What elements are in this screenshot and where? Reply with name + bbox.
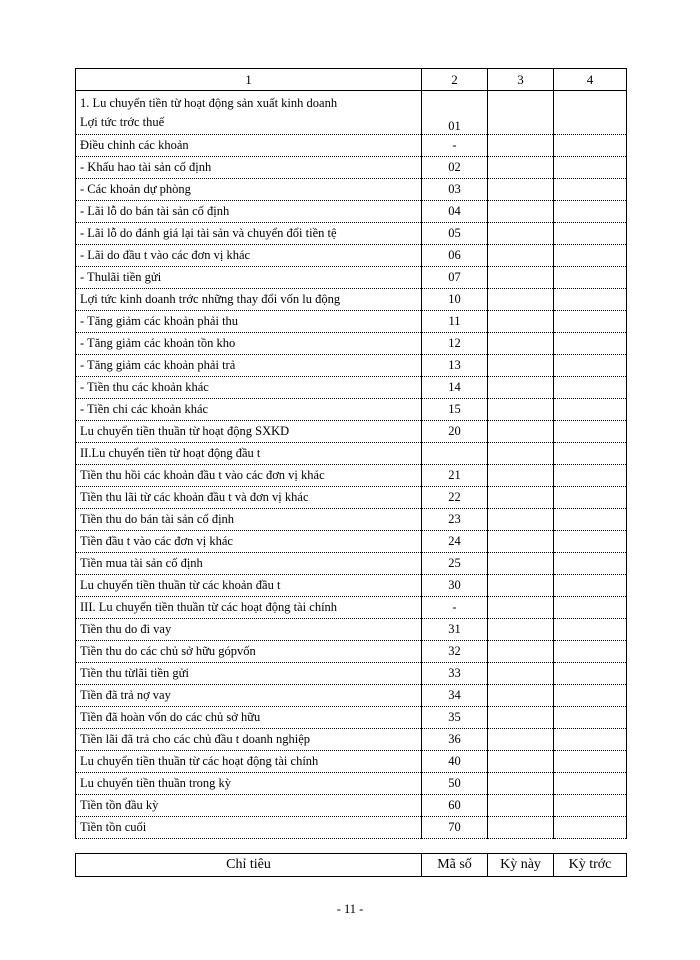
table-row <box>76 795 627 817</box>
row-code: 04 <box>422 201 488 223</box>
table-row <box>76 179 627 201</box>
row-code: 31 <box>422 619 488 641</box>
row-code: 12 <box>422 333 488 355</box>
row-current-period <box>488 135 554 157</box>
row-label: - Tiền chi các khoản khác <box>76 399 422 421</box>
row-current-period <box>488 245 554 267</box>
row-current-period <box>488 795 554 817</box>
table-row <box>76 289 627 311</box>
row-code: 30 <box>422 575 488 597</box>
page-number: - 11 - <box>336 902 364 916</box>
row-code: 06 <box>422 245 488 267</box>
row-current-period <box>488 157 554 179</box>
col-header-1: 1 <box>76 69 422 91</box>
row-current-period <box>488 465 554 487</box>
row-label: - Lãi lỗ do bán tài sản cố định <box>76 201 422 223</box>
row-previous-period <box>554 179 627 201</box>
row-current-period <box>488 531 554 553</box>
table-row <box>76 487 627 509</box>
row-label: Tiền đã hoàn vốn do các chủ sở hữu <box>76 707 422 729</box>
row-code: 35 <box>422 707 488 729</box>
row-previous-period <box>554 663 627 685</box>
row-previous-period <box>554 509 627 531</box>
row-previous-period <box>554 421 627 443</box>
row-code: 23 <box>422 509 488 531</box>
row-code: 03 <box>422 179 488 201</box>
row-current-period <box>488 289 554 311</box>
row-current-period <box>488 179 554 201</box>
row-current-period <box>488 201 554 223</box>
row-previous-period <box>554 157 627 179</box>
row-current-period <box>488 333 554 355</box>
row-code: 11 <box>422 311 488 333</box>
row-label-line2: Lợi tức trớc thuế <box>80 114 165 129</box>
row-code: 13 <box>422 355 488 377</box>
table-row <box>76 245 627 267</box>
row-previous-period <box>554 311 627 333</box>
column-number-row <box>76 69 627 91</box>
row-current-period <box>488 619 554 641</box>
row-previous-period <box>554 201 627 223</box>
row-previous-period <box>554 729 627 751</box>
row-previous-period <box>554 377 627 399</box>
col-header-4: 4 <box>554 69 627 91</box>
title-ky-truoc: Kỳ trớc <box>554 854 627 877</box>
col-header-2: 2 <box>422 69 488 91</box>
table-row <box>76 509 627 531</box>
row-previous-period <box>554 91 627 135</box>
row-code: 32 <box>422 641 488 663</box>
row-code: 22 <box>422 487 488 509</box>
row-label: Tiền thu do đi vay <box>76 619 422 641</box>
row-code: 10 <box>422 289 488 311</box>
row-code: 15 <box>422 399 488 421</box>
row-code: 36 <box>422 729 488 751</box>
table-row <box>76 597 627 619</box>
row-previous-period <box>554 333 627 355</box>
column-title-table <box>75 853 627 877</box>
table-row <box>76 267 627 289</box>
row-label: - Tăng giảm các khoản phải trả <box>76 355 422 377</box>
row-current-period <box>488 641 554 663</box>
table-row <box>76 663 627 685</box>
row-label: III. Lu chuyển tiền thuần từ các hoạt động tài chính <box>76 597 422 619</box>
row-code: 05 <box>422 223 488 245</box>
row-previous-period <box>554 223 627 245</box>
row-previous-period <box>554 707 627 729</box>
row-current-period <box>488 751 554 773</box>
row-previous-period <box>554 553 627 575</box>
col-header-3: 3 <box>488 69 554 91</box>
row-current-period <box>488 685 554 707</box>
row-current-period <box>488 91 554 135</box>
row-previous-period <box>554 641 627 663</box>
row-label: - Tăng giảm các khoản tồn kho <box>76 333 422 355</box>
table-row <box>76 817 627 839</box>
row-code: 33 <box>422 663 488 685</box>
row-code: 70 <box>422 817 488 839</box>
row-label: Lu chuyển tiền thuần từ hoạt động SXKD <box>76 421 422 443</box>
row-label: - Lãi lỗ do đánh giá lại tài sản và chuyển đổi tiền tệ <box>76 223 422 245</box>
table-row <box>76 135 627 157</box>
row-label: II.Lu chuyển tiền từ hoạt động đầu t <box>76 443 422 465</box>
row-label: Lợi tức kinh doanh trớc những thay đổi vốn lu động <box>76 289 422 311</box>
row-current-period <box>488 663 554 685</box>
row-label: Tiền đầu t vào các đơn vị khác <box>76 531 422 553</box>
row-label <box>76 91 422 135</box>
table-row <box>76 531 627 553</box>
row-code <box>422 443 488 465</box>
row-code: 24 <box>422 531 488 553</box>
table-row <box>76 399 627 421</box>
table-row <box>76 201 627 223</box>
row-code: 02 <box>422 157 488 179</box>
row-previous-period <box>554 355 627 377</box>
table-row <box>76 355 627 377</box>
table-row <box>76 553 627 575</box>
row-current-period <box>488 267 554 289</box>
row-code: 07 <box>422 267 488 289</box>
row-previous-period <box>554 245 627 267</box>
row-previous-period <box>554 795 627 817</box>
row-current-period <box>488 553 554 575</box>
row-label: - Tăng giảm các khoản phải thu <box>76 311 422 333</box>
row-previous-period <box>554 773 627 795</box>
row-label: Tiền thu lãi từ các khoản đầu t và đơn vị khác <box>76 487 422 509</box>
table-row <box>76 685 627 707</box>
row-current-period <box>488 421 554 443</box>
row-code: 21 <box>422 465 488 487</box>
row-previous-period <box>554 751 627 773</box>
row-previous-period <box>554 289 627 311</box>
row-label: - Tiền thu các khoản khác <box>76 377 422 399</box>
table-row <box>76 91 627 135</box>
row-code: 25 <box>422 553 488 575</box>
row-previous-period <box>554 597 627 619</box>
row-code: 50 <box>422 773 488 795</box>
row-current-period <box>488 311 554 333</box>
row-label: Tiền tồn đầu kỳ <box>76 795 422 817</box>
row-current-period <box>488 355 554 377</box>
row-code: 34 <box>422 685 488 707</box>
row-label: Tiền thu do các chủ sở hữu gópvốn <box>76 641 422 663</box>
table-row <box>76 311 627 333</box>
row-label: Tiền thu do bán tài sản cố định <box>76 509 422 531</box>
row-label: Điều chỉnh các khoản <box>76 135 422 157</box>
row-code: 01 <box>422 91 488 135</box>
table-row <box>76 443 627 465</box>
row-previous-period <box>554 443 627 465</box>
row-label: - Lãi do đầu t vào các đơn vị khác <box>76 245 422 267</box>
row-code: 60 <box>422 795 488 817</box>
table-row <box>76 157 627 179</box>
row-previous-period <box>554 399 627 421</box>
table-row <box>76 223 627 245</box>
row-current-period <box>488 597 554 619</box>
column-title-row <box>76 854 627 877</box>
row-current-period <box>488 575 554 597</box>
cash-flow-table <box>75 68 627 839</box>
row-previous-period <box>554 135 627 157</box>
row-previous-period <box>554 619 627 641</box>
row-previous-period <box>554 531 627 553</box>
table-row <box>76 575 627 597</box>
row-label: - Khấu hao tài sản cố định <box>76 157 422 179</box>
row-label: Lu chuyển tiền thuần từ các hoạt động tài chính <box>76 751 422 773</box>
row-label: Tiền đã trả nợ vay <box>76 685 422 707</box>
row-previous-period <box>554 685 627 707</box>
row-label: Lu chuyển tiền thuần trong kỳ <box>76 773 422 795</box>
title-chi-tieu: Chỉ tiêu <box>76 854 422 877</box>
row-label: Tiền thu từlãi tiền gửi <box>76 663 422 685</box>
title-ky-nay: Kỳ này <box>488 854 554 877</box>
row-previous-period <box>554 817 627 839</box>
row-label-line1: 1. Lu chuyển tiền từ hoạt động sản xuất kinh doanh <box>80 95 338 110</box>
table-row <box>76 707 627 729</box>
row-current-period <box>488 399 554 421</box>
row-current-period <box>488 443 554 465</box>
row-code: - <box>422 135 488 157</box>
table-row <box>76 729 627 751</box>
row-label: Tiền thu hồi các khoản đầu t vào các đơn vị khác <box>76 465 422 487</box>
table-row <box>76 421 627 443</box>
table-row <box>76 641 627 663</box>
table-row <box>76 377 627 399</box>
row-current-period <box>488 509 554 531</box>
table-row <box>76 773 627 795</box>
row-current-period <box>488 377 554 399</box>
row-label: Tiền tồn cuối <box>76 817 422 839</box>
row-label: Lu chuyển tiền thuần từ các khoản đầu t <box>76 575 422 597</box>
title-ma-so: Mã số <box>422 854 488 877</box>
row-code: 20 <box>422 421 488 443</box>
table-row <box>76 619 627 641</box>
row-previous-period <box>554 575 627 597</box>
row-current-period <box>488 773 554 795</box>
row-code: 40 <box>422 751 488 773</box>
table-row <box>76 465 627 487</box>
row-label: Tiền lãi đã trả cho các chủ đầu t doanh nghiệp <box>76 729 422 751</box>
row-current-period <box>488 487 554 509</box>
row-current-period <box>488 707 554 729</box>
row-previous-period <box>554 487 627 509</box>
row-label: Tiền mua tài sản cố định <box>76 553 422 575</box>
row-previous-period <box>554 465 627 487</box>
table-row <box>76 751 627 773</box>
row-current-period <box>488 817 554 839</box>
row-code: - <box>422 597 488 619</box>
row-current-period <box>488 729 554 751</box>
row-code: 14 <box>422 377 488 399</box>
row-current-period <box>488 223 554 245</box>
row-label: - Thulãi tiền gửi <box>76 267 422 289</box>
table-row <box>76 333 627 355</box>
row-previous-period <box>554 267 627 289</box>
row-label: - Các khoản dự phòng <box>76 179 422 201</box>
